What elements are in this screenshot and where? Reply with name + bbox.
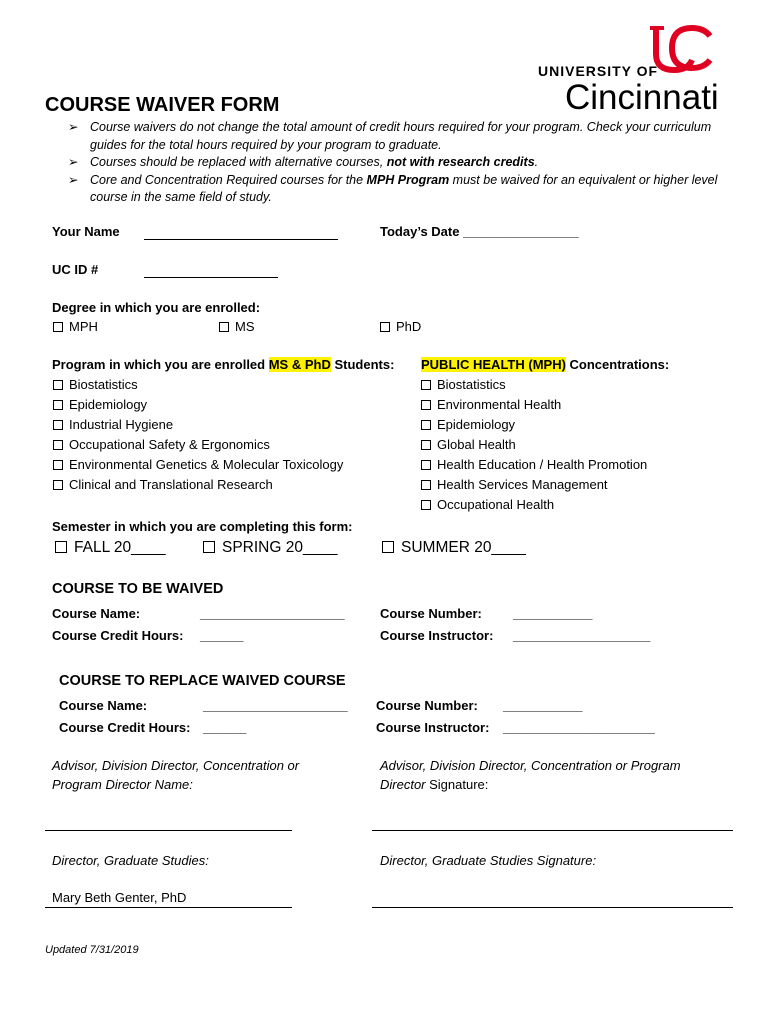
advisor-signature-label: Advisor, Division Director, Concentration or Program Director Signature:	[380, 758, 681, 792]
checkbox-icon[interactable]	[382, 541, 394, 553]
checkbox-icon[interactable]	[421, 440, 431, 450]
waived-course-number-label: Course Number:	[380, 606, 482, 621]
mph-option[interactable]: Biostatistics	[421, 377, 506, 392]
waived-credit-hours-field[interactable]: ______	[200, 628, 244, 643]
instruction-list	[68, 119, 733, 207]
waived-heading: COURSE TO BE WAIVED	[52, 581, 224, 597]
replace-instructor-field[interactable]: _____________________	[503, 720, 655, 735]
your-name-field[interactable]	[144, 239, 338, 240]
checkbox-icon[interactable]	[53, 322, 63, 332]
checkbox-icon[interactable]	[421, 400, 431, 410]
arrow-bullet-icon: ➢	[68, 155, 79, 169]
logo-university-of: UNIVERSITY OF	[538, 63, 659, 79]
mph-option[interactable]: Occupational Health	[421, 497, 554, 512]
replace-course-name-field[interactable]: ____________________	[203, 698, 348, 713]
semester-label: Semester in which you are completing this form:	[52, 519, 353, 534]
mph-option[interactable]: Epidemiology	[421, 417, 515, 432]
checkbox-icon[interactable]	[421, 460, 431, 470]
arrow-bullet-icon: ➢	[68, 172, 79, 187]
degree-option-phd[interactable]: PhD	[380, 319, 421, 334]
todays-date-field[interactable]: ________________	[463, 224, 579, 239]
grad-director-signature-field[interactable]	[372, 907, 733, 908]
checkbox-icon[interactable]	[421, 500, 431, 510]
waived-course-number-field[interactable]: ___________	[513, 606, 593, 621]
checkbox-icon[interactable]	[53, 460, 63, 470]
page-title: COURSE WAIVER FORM	[45, 94, 280, 116]
advisor-signature-field[interactable]	[372, 830, 733, 831]
semester-option-summer[interactable]: SUMMER 20____	[382, 539, 526, 557]
degree-option-ms[interactable]: MS	[219, 319, 255, 334]
checkbox-icon[interactable]	[53, 480, 63, 490]
uc-id-field[interactable]	[144, 277, 278, 278]
logo-cincinnati: Cincinnati	[565, 78, 719, 117]
waived-credit-hours-label: Course Credit Hours:	[52, 628, 184, 643]
updated-date: Updated 7/31/2019	[45, 944, 139, 956]
instruction-item: ➢ Course waivers do not change the total amount of credit hours required for your program. Check your curriculum guides for the total hours required by your program to graduate.	[68, 120, 712, 152]
program-option[interactable]: Environmental Genetics & Molecular Toxicology	[53, 457, 343, 472]
instruction-item: ➢ Core and Concentration Required courses for the MPH Program must be waived for an equivalent or higher level course in the same field of study.	[68, 172, 718, 204]
waived-course-name-field[interactable]: ____________________	[200, 606, 345, 621]
waived-instructor-label: Course Instructor:	[380, 628, 494, 643]
checkbox-icon[interactable]	[203, 541, 215, 553]
uc-id-label: UC ID #	[52, 262, 99, 277]
replace-credit-hours-field[interactable]: ______	[203, 720, 247, 735]
waived-instructor-field[interactable]: ___________________	[513, 628, 651, 643]
replace-course-name-label: Course Name:	[59, 698, 148, 713]
program-label: Program in which you are enrolled MS & PhD Students:	[52, 357, 395, 372]
degree-option-mph[interactable]: MPH	[53, 319, 98, 334]
checkbox-icon[interactable]	[219, 322, 229, 332]
waived-course-name-label: Course Name:	[52, 606, 141, 621]
degree-label: Degree in which you are enrolled:	[52, 300, 261, 315]
arrow-bullet-icon: ➢	[68, 120, 79, 134]
program-option[interactable]: Biostatistics	[53, 377, 138, 392]
todays-date-label: Today’s Date ________________	[380, 224, 579, 239]
grad-director-label: Director, Graduate Studies:	[52, 853, 209, 868]
replace-course-number-field[interactable]: ___________	[503, 698, 583, 713]
mph-label: PUBLIC HEALTH (MPH) Concentrations:	[421, 357, 670, 372]
mph-option[interactable]: Global Health	[421, 437, 516, 452]
program-option[interactable]: Clinical and Translational Research	[53, 477, 273, 492]
program-option[interactable]: Industrial Hygiene	[53, 417, 173, 432]
mph-option[interactable]: Environmental Health	[421, 397, 561, 412]
replace-credit-hours-label: Course Credit Hours:	[59, 720, 191, 735]
replace-heading: COURSE TO REPLACE WAIVED COURSE	[59, 673, 346, 689]
semester-option-spring[interactable]: SPRING 20____	[203, 539, 337, 557]
checkbox-icon[interactable]	[421, 380, 431, 390]
semester-option-fall[interactable]: FALL 20____	[55, 539, 166, 557]
your-name-label: Your Name	[52, 224, 120, 239]
replace-course-number-label: Course Number:	[376, 698, 478, 713]
grad-director-name: Mary Beth Genter, PhD	[52, 890, 187, 905]
replace-instructor-label: Course Instructor:	[376, 720, 490, 735]
instruction-item: ➢ Courses should be replaced with alternative courses, not with research credits.	[68, 154, 733, 172]
program-option[interactable]: Occupational Safety & Ergonomics	[53, 437, 270, 452]
checkbox-icon[interactable]	[421, 420, 431, 430]
checkbox-icon[interactable]	[380, 322, 390, 332]
checkbox-icon[interactable]	[53, 380, 63, 390]
grad-director-name-line	[45, 907, 292, 908]
mph-option[interactable]: Health Services Management	[421, 477, 608, 492]
checkbox-icon[interactable]	[55, 541, 67, 553]
checkbox-icon[interactable]	[53, 400, 63, 410]
checkbox-icon[interactable]	[53, 420, 63, 430]
checkbox-icon[interactable]	[421, 480, 431, 490]
grad-director-signature-label: Director, Graduate Studies Signature:	[380, 853, 597, 868]
program-option[interactable]: Epidemiology	[53, 397, 147, 412]
checkbox-icon[interactable]	[53, 440, 63, 450]
mph-option[interactable]: Health Education / Health Promotion	[421, 457, 647, 472]
advisor-name-label: Advisor, Division Director, Concentration or Program Director Name:	[52, 758, 300, 792]
advisor-name-field[interactable]	[45, 830, 292, 831]
